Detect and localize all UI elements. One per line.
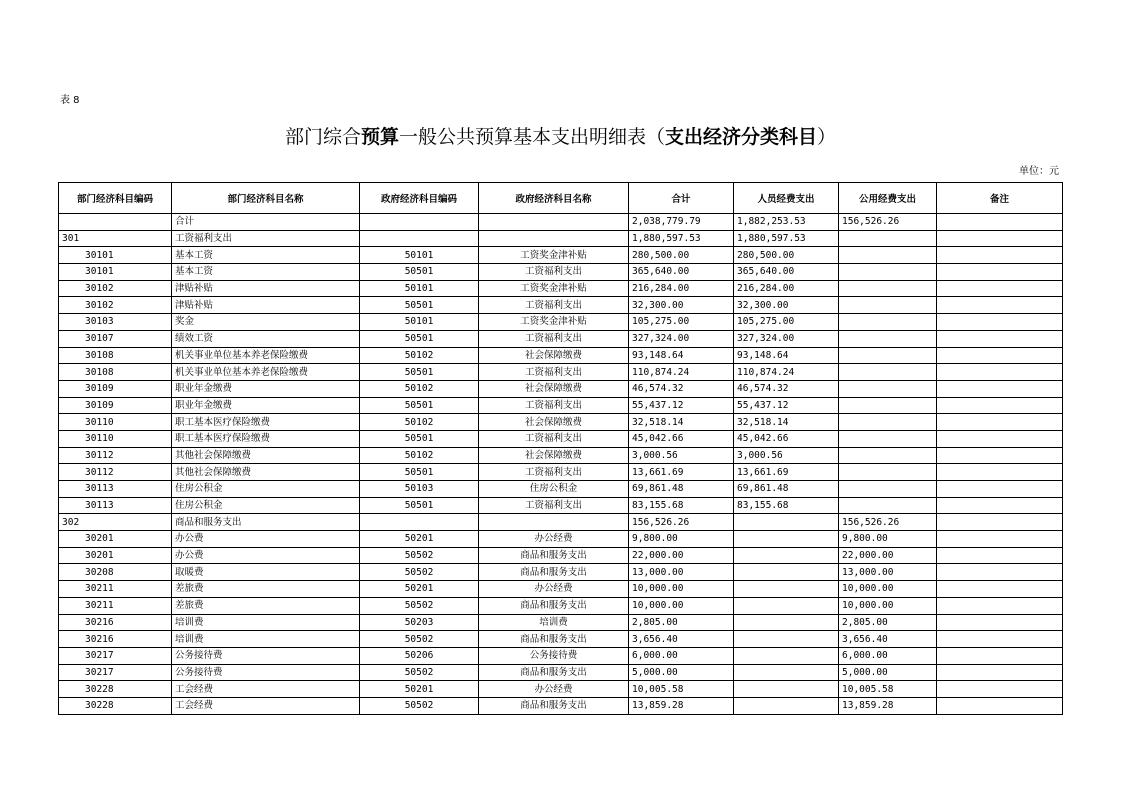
cell-dept-name: 商品和服务支出 <box>172 514 360 531</box>
table-body <box>59 214 1063 715</box>
cell-personnel: 32,300.00 <box>734 297 839 314</box>
cell-gov-code: 50502 <box>360 631 479 648</box>
cell-note <box>937 531 1063 548</box>
cell-dept-name: 基本工资 <box>172 264 360 281</box>
cell-dept-code: 30110 <box>59 414 172 431</box>
cell-public: 156,526.26 <box>839 214 937 231</box>
cell-public: 10,000.00 <box>839 581 937 598</box>
cell-personnel: 3,000.56 <box>734 447 839 464</box>
cell-public <box>839 314 937 331</box>
table-row <box>59 664 1063 681</box>
cell-dept-code: 30228 <box>59 681 172 698</box>
page-title <box>0 122 1121 149</box>
cell-note <box>937 697 1063 714</box>
cell-dept-name: 办公费 <box>172 547 360 564</box>
cell-public <box>839 230 937 247</box>
cell-dept-code: 30201 <box>59 547 172 564</box>
cell-personnel: 216,284.00 <box>734 280 839 297</box>
cell-dept-code: 30108 <box>59 364 172 381</box>
cell-dept-name: 取暖费 <box>172 564 360 581</box>
cell-gov-name: 办公经费 <box>479 681 629 698</box>
cell-gov-code: 50501 <box>360 364 479 381</box>
cell-dept-name: 奖金 <box>172 314 360 331</box>
cell-gov-name: 商品和服务支出 <box>479 697 629 714</box>
table-row <box>59 280 1063 297</box>
cell-personnel <box>734 514 839 531</box>
cell-dept-code: 30109 <box>59 397 172 414</box>
cell-dept-code: 30108 <box>59 347 172 364</box>
cell-personnel: 1,880,597.53 <box>734 230 839 247</box>
cell-dept-name: 工资福利支出 <box>172 230 360 247</box>
cell-note <box>937 581 1063 598</box>
cell-personnel: 32,518.14 <box>734 414 839 431</box>
cell-note <box>937 364 1063 381</box>
cell-public <box>839 481 937 498</box>
cell-total: 5,000.00 <box>629 664 734 681</box>
cell-dept-code: 30216 <box>59 631 172 648</box>
cell-public: 2,805.00 <box>839 614 937 631</box>
cell-note <box>937 397 1063 414</box>
cell-gov-name: 工资福利支出 <box>479 364 629 381</box>
cell-dept-name: 合计 <box>172 214 360 231</box>
cell-gov-name: 工资福利支出 <box>479 430 629 447</box>
cell-dept-name: 绩效工资 <box>172 330 360 347</box>
cell-dept-code: 30211 <box>59 581 172 598</box>
cell-total: 10,000.00 <box>629 597 734 614</box>
cell-gov-code: 50501 <box>360 464 479 481</box>
cell-gov-code: 50101 <box>360 280 479 297</box>
cell-total: 9,800.00 <box>629 531 734 548</box>
cell-gov-code: 50201 <box>360 681 479 698</box>
table-row <box>59 597 1063 614</box>
cell-gov-code <box>360 514 479 531</box>
cell-public <box>839 330 937 347</box>
cell-total: 22,000.00 <box>629 547 734 564</box>
cell-gov-name: 商品和服务支出 <box>479 597 629 614</box>
cell-gov-name: 培训费 <box>479 614 629 631</box>
cell-gov-name: 商品和服务支出 <box>479 547 629 564</box>
cell-dept-name: 工会经费 <box>172 681 360 698</box>
cell-public: 13,000.00 <box>839 564 937 581</box>
cell-public <box>839 297 937 314</box>
cell-gov-code: 50501 <box>360 430 479 447</box>
table-row <box>59 514 1063 531</box>
title-part-4: 支出经济分类科目 <box>665 126 818 148</box>
cell-gov-code <box>360 230 479 247</box>
cell-personnel: 280,500.00 <box>734 247 839 264</box>
cell-dept-name: 职工基本医疗保险缴费 <box>172 414 360 431</box>
cell-gov-code: 50501 <box>360 297 479 314</box>
table-row <box>59 631 1063 648</box>
cell-gov-name: 商品和服务支出 <box>479 631 629 648</box>
table-row <box>59 647 1063 664</box>
cell-gov-code: 50201 <box>360 581 479 598</box>
cell-gov-name: 工资福利支出 <box>479 464 629 481</box>
cell-gov-code: 50502 <box>360 564 479 581</box>
cell-dept-code: 30102 <box>59 280 172 297</box>
cell-gov-name: 商品和服务支出 <box>479 564 629 581</box>
cell-personnel <box>734 681 839 698</box>
cell-public <box>839 380 937 397</box>
cell-personnel: 365,640.00 <box>734 264 839 281</box>
unit-label: 单位：元 <box>1019 166 1059 177</box>
cell-total: 3,000.56 <box>629 447 734 464</box>
cell-gov-code: 50501 <box>360 330 479 347</box>
cell-note <box>937 631 1063 648</box>
cell-gov-code: 50501 <box>360 497 479 514</box>
cell-dept-name: 机关事业单位基本养老保险缴费 <box>172 364 360 381</box>
title-part-1: 部门综合 <box>284 126 361 148</box>
cell-note <box>937 247 1063 264</box>
cell-dept-code: 30112 <box>59 464 172 481</box>
cell-total: 2,038,779.79 <box>629 214 734 231</box>
cell-total: 105,275.00 <box>629 314 734 331</box>
cell-gov-code: 50206 <box>360 647 479 664</box>
cell-total: 10,005.58 <box>629 681 734 698</box>
cell-public <box>839 464 937 481</box>
cell-public <box>839 397 937 414</box>
cell-note <box>937 564 1063 581</box>
table-row <box>59 581 1063 598</box>
cell-personnel <box>734 597 839 614</box>
cell-total: 32,300.00 <box>629 297 734 314</box>
header-total: 合计 <box>629 183 734 214</box>
header-dept-code: 部门经济科目编码 <box>59 183 172 214</box>
cell-dept-name: 培训费 <box>172 631 360 648</box>
cell-personnel: 46,574.32 <box>734 380 839 397</box>
cell-public: 9,800.00 <box>839 531 937 548</box>
cell-personnel: 93,148.64 <box>734 347 839 364</box>
cell-dept-name: 津贴补贴 <box>172 297 360 314</box>
cell-note <box>937 330 1063 347</box>
cell-dept-name: 基本工资 <box>172 247 360 264</box>
cell-gov-name: 社会保障缴费 <box>479 414 629 431</box>
header-gov-code: 政府经济科目编码 <box>360 183 479 214</box>
table-row <box>59 564 1063 581</box>
table-row <box>59 547 1063 564</box>
cell-dept-code: 30217 <box>59 647 172 664</box>
cell-dept-code: 30101 <box>59 247 172 264</box>
table-row <box>59 264 1063 281</box>
cell-gov-code: 50102 <box>360 414 479 431</box>
cell-dept-code: 30101 <box>59 264 172 281</box>
cell-note <box>937 447 1063 464</box>
table-row <box>59 247 1063 264</box>
cell-dept-code: 301 <box>59 230 172 247</box>
table-row <box>59 414 1063 431</box>
cell-dept-name: 职业年金缴费 <box>172 397 360 414</box>
cell-gov-code: 50103 <box>360 481 479 498</box>
cell-dept-name: 差旅费 <box>172 597 360 614</box>
cell-gov-code: 50502 <box>360 597 479 614</box>
header-row <box>59 183 1063 214</box>
cell-public <box>839 280 937 297</box>
cell-public <box>839 497 937 514</box>
cell-dept-code: 30208 <box>59 564 172 581</box>
cell-dept-name: 住房公积金 <box>172 481 360 498</box>
cell-public <box>839 430 937 447</box>
cell-gov-name: 社会保障缴费 <box>479 447 629 464</box>
cell-gov-name: 办公经费 <box>479 581 629 598</box>
cell-gov-code: 50203 <box>360 614 479 631</box>
cell-dept-name: 培训费 <box>172 614 360 631</box>
cell-dept-name: 职业年金缴费 <box>172 380 360 397</box>
cell-dept-name: 办公费 <box>172 531 360 548</box>
cell-dept-code: 302 <box>59 514 172 531</box>
cell-gov-code: 50502 <box>360 664 479 681</box>
cell-dept-name: 其他社会保障缴费 <box>172 464 360 481</box>
cell-personnel: 1,882,253.53 <box>734 214 839 231</box>
cell-dept-name: 职工基本医疗保险缴费 <box>172 430 360 447</box>
budget-table <box>58 182 1063 715</box>
cell-dept-code: 30102 <box>59 297 172 314</box>
cell-personnel <box>734 564 839 581</box>
table-row <box>59 614 1063 631</box>
cell-personnel <box>734 614 839 631</box>
table-row <box>59 464 1063 481</box>
cell-public <box>839 364 937 381</box>
cell-personnel: 83,155.68 <box>734 497 839 514</box>
cell-note <box>937 264 1063 281</box>
table-row <box>59 230 1063 247</box>
cell-note <box>937 414 1063 431</box>
table-row <box>59 397 1063 414</box>
cell-gov-code: 50502 <box>360 547 479 564</box>
cell-dept-name: 公务接待费 <box>172 664 360 681</box>
cell-note <box>937 497 1063 514</box>
cell-dept-code: 30216 <box>59 614 172 631</box>
cell-gov-code: 50102 <box>360 380 479 397</box>
cell-dept-code: 30107 <box>59 330 172 347</box>
cell-total: 3,656.40 <box>629 631 734 648</box>
cell-gov-code: 50101 <box>360 314 479 331</box>
cell-gov-name: 商品和服务支出 <box>479 664 629 681</box>
cell-dept-name: 工会经费 <box>172 697 360 714</box>
cell-personnel <box>734 697 839 714</box>
cell-dept-code: 30113 <box>59 497 172 514</box>
cell-note <box>937 614 1063 631</box>
table-row <box>59 314 1063 331</box>
cell-total: 6,000.00 <box>629 647 734 664</box>
cell-public: 156,526.26 <box>839 514 937 531</box>
cell-note <box>937 380 1063 397</box>
cell-dept-code: 30211 <box>59 597 172 614</box>
table-row <box>59 214 1063 231</box>
cell-dept-name: 住房公积金 <box>172 497 360 514</box>
header-dept-name: 部门经济科目名称 <box>172 183 360 214</box>
cell-public: 6,000.00 <box>839 647 937 664</box>
cell-gov-name: 工资福利支出 <box>479 264 629 281</box>
table-row <box>59 330 1063 347</box>
cell-dept-code: 30112 <box>59 447 172 464</box>
cell-personnel: 69,861.48 <box>734 481 839 498</box>
cell-note <box>937 347 1063 364</box>
cell-note <box>937 297 1063 314</box>
cell-gov-name: 工资福利支出 <box>479 397 629 414</box>
cell-dept-name: 津贴补贴 <box>172 280 360 297</box>
cell-personnel <box>734 581 839 598</box>
cell-total: 69,861.48 <box>629 481 734 498</box>
table-row <box>59 430 1063 447</box>
cell-gov-name <box>479 230 629 247</box>
title-part-2: 预算 <box>360 126 399 148</box>
title-part-3: 一般公共预算基本支出明细表（ <box>398 126 665 148</box>
cell-total: 365,640.00 <box>629 264 734 281</box>
cell-personnel: 45,042.66 <box>734 430 839 447</box>
cell-note <box>937 681 1063 698</box>
cell-personnel <box>734 664 839 681</box>
cell-gov-name: 社会保障缴费 <box>479 380 629 397</box>
cell-gov-code: 50101 <box>360 247 479 264</box>
header-personnel: 人员经费支出 <box>734 183 839 214</box>
cell-gov-code: 50502 <box>360 697 479 714</box>
cell-gov-name: 工资奖金津补贴 <box>479 247 629 264</box>
cell-public <box>839 264 937 281</box>
table-row <box>59 297 1063 314</box>
cell-total: 10,000.00 <box>629 581 734 598</box>
cell-note <box>937 230 1063 247</box>
cell-gov-name: 公务接待费 <box>479 647 629 664</box>
table-row <box>59 380 1063 397</box>
cell-note <box>937 647 1063 664</box>
cell-personnel <box>734 547 839 564</box>
cell-note <box>937 597 1063 614</box>
cell-gov-name: 住房公积金 <box>479 481 629 498</box>
cell-total: 45,042.66 <box>629 430 734 447</box>
cell-gov-name <box>479 214 629 231</box>
table-row <box>59 364 1063 381</box>
title-part-5: ） <box>817 126 837 148</box>
cell-total: 13,661.69 <box>629 464 734 481</box>
cell-public: 13,859.28 <box>839 697 937 714</box>
cell-total: 13,000.00 <box>629 564 734 581</box>
cell-public <box>839 247 937 264</box>
cell-dept-code: 30201 <box>59 531 172 548</box>
cell-public <box>839 447 937 464</box>
cell-dept-code: 30217 <box>59 664 172 681</box>
cell-public: 10,005.58 <box>839 681 937 698</box>
cell-personnel <box>734 531 839 548</box>
cell-total: 93,148.64 <box>629 347 734 364</box>
cell-note <box>937 214 1063 231</box>
cell-gov-code: 50501 <box>360 397 479 414</box>
cell-total: 55,437.12 <box>629 397 734 414</box>
cell-dept-code: 30103 <box>59 314 172 331</box>
cell-public: 3,656.40 <box>839 631 937 648</box>
cell-total: 110,874.24 <box>629 364 734 381</box>
cell-note <box>937 464 1063 481</box>
cell-gov-name <box>479 514 629 531</box>
cell-gov-name: 办公经费 <box>479 531 629 548</box>
cell-public <box>839 347 937 364</box>
table-row <box>59 681 1063 698</box>
cell-dept-name: 差旅费 <box>172 581 360 598</box>
cell-total: 327,324.00 <box>629 330 734 347</box>
cell-dept-code: 30113 <box>59 481 172 498</box>
cell-gov-name: 工资奖金津补贴 <box>479 280 629 297</box>
cell-gov-code: 50501 <box>360 264 479 281</box>
table-row <box>59 497 1063 514</box>
cell-dept-code <box>59 214 172 231</box>
cell-total: 32,518.14 <box>629 414 734 431</box>
cell-note <box>937 430 1063 447</box>
cell-note <box>937 314 1063 331</box>
header-note: 备注 <box>937 183 1063 214</box>
cell-gov-code: 50102 <box>360 347 479 364</box>
cell-gov-name: 工资福利支出 <box>479 330 629 347</box>
cell-personnel <box>734 631 839 648</box>
cell-dept-name: 其他社会保障缴费 <box>172 447 360 464</box>
cell-note <box>937 664 1063 681</box>
cell-dept-name: 机关事业单位基本养老保险缴费 <box>172 347 360 364</box>
cell-total: 1,880,597.53 <box>629 230 734 247</box>
cell-public <box>839 414 937 431</box>
cell-dept-code: 30109 <box>59 380 172 397</box>
cell-public: 5,000.00 <box>839 664 937 681</box>
cell-total: 280,500.00 <box>629 247 734 264</box>
cell-dept-name: 公务接待费 <box>172 647 360 664</box>
cell-gov-code: 50102 <box>360 447 479 464</box>
cell-note <box>937 514 1063 531</box>
header-gov-name: 政府经济科目名称 <box>479 183 629 214</box>
cell-public: 22,000.00 <box>839 547 937 564</box>
table-row <box>59 447 1063 464</box>
cell-gov-code <box>360 214 479 231</box>
cell-gov-name: 工资福利支出 <box>479 297 629 314</box>
cell-gov-code: 50201 <box>360 531 479 548</box>
table-row <box>59 697 1063 714</box>
cell-dept-code: 30228 <box>59 697 172 714</box>
cell-total: 216,284.00 <box>629 280 734 297</box>
table-row <box>59 481 1063 498</box>
cell-gov-name: 工资福利支出 <box>479 497 629 514</box>
cell-personnel: 105,275.00 <box>734 314 839 331</box>
cell-total: 46,574.32 <box>629 380 734 397</box>
cell-total: 83,155.68 <box>629 497 734 514</box>
cell-gov-name: 社会保障缴费 <box>479 347 629 364</box>
cell-personnel: 327,324.00 <box>734 330 839 347</box>
table-row <box>59 347 1063 364</box>
table-row <box>59 531 1063 548</box>
cell-personnel: 13,661.69 <box>734 464 839 481</box>
cell-personnel: 110,874.24 <box>734 364 839 381</box>
cell-gov-name: 工资奖金津补贴 <box>479 314 629 331</box>
cell-note <box>937 280 1063 297</box>
cell-dept-code: 30110 <box>59 430 172 447</box>
cell-note <box>937 547 1063 564</box>
cell-note <box>937 481 1063 498</box>
cell-total: 156,526.26 <box>629 514 734 531</box>
cell-personnel <box>734 647 839 664</box>
header-public: 公用经费支出 <box>839 183 937 214</box>
cell-public: 10,000.00 <box>839 597 937 614</box>
cell-total: 2,805.00 <box>629 614 734 631</box>
cell-personnel: 55,437.12 <box>734 397 839 414</box>
table-number: 表 8 <box>60 95 80 106</box>
cell-total: 13,859.28 <box>629 697 734 714</box>
